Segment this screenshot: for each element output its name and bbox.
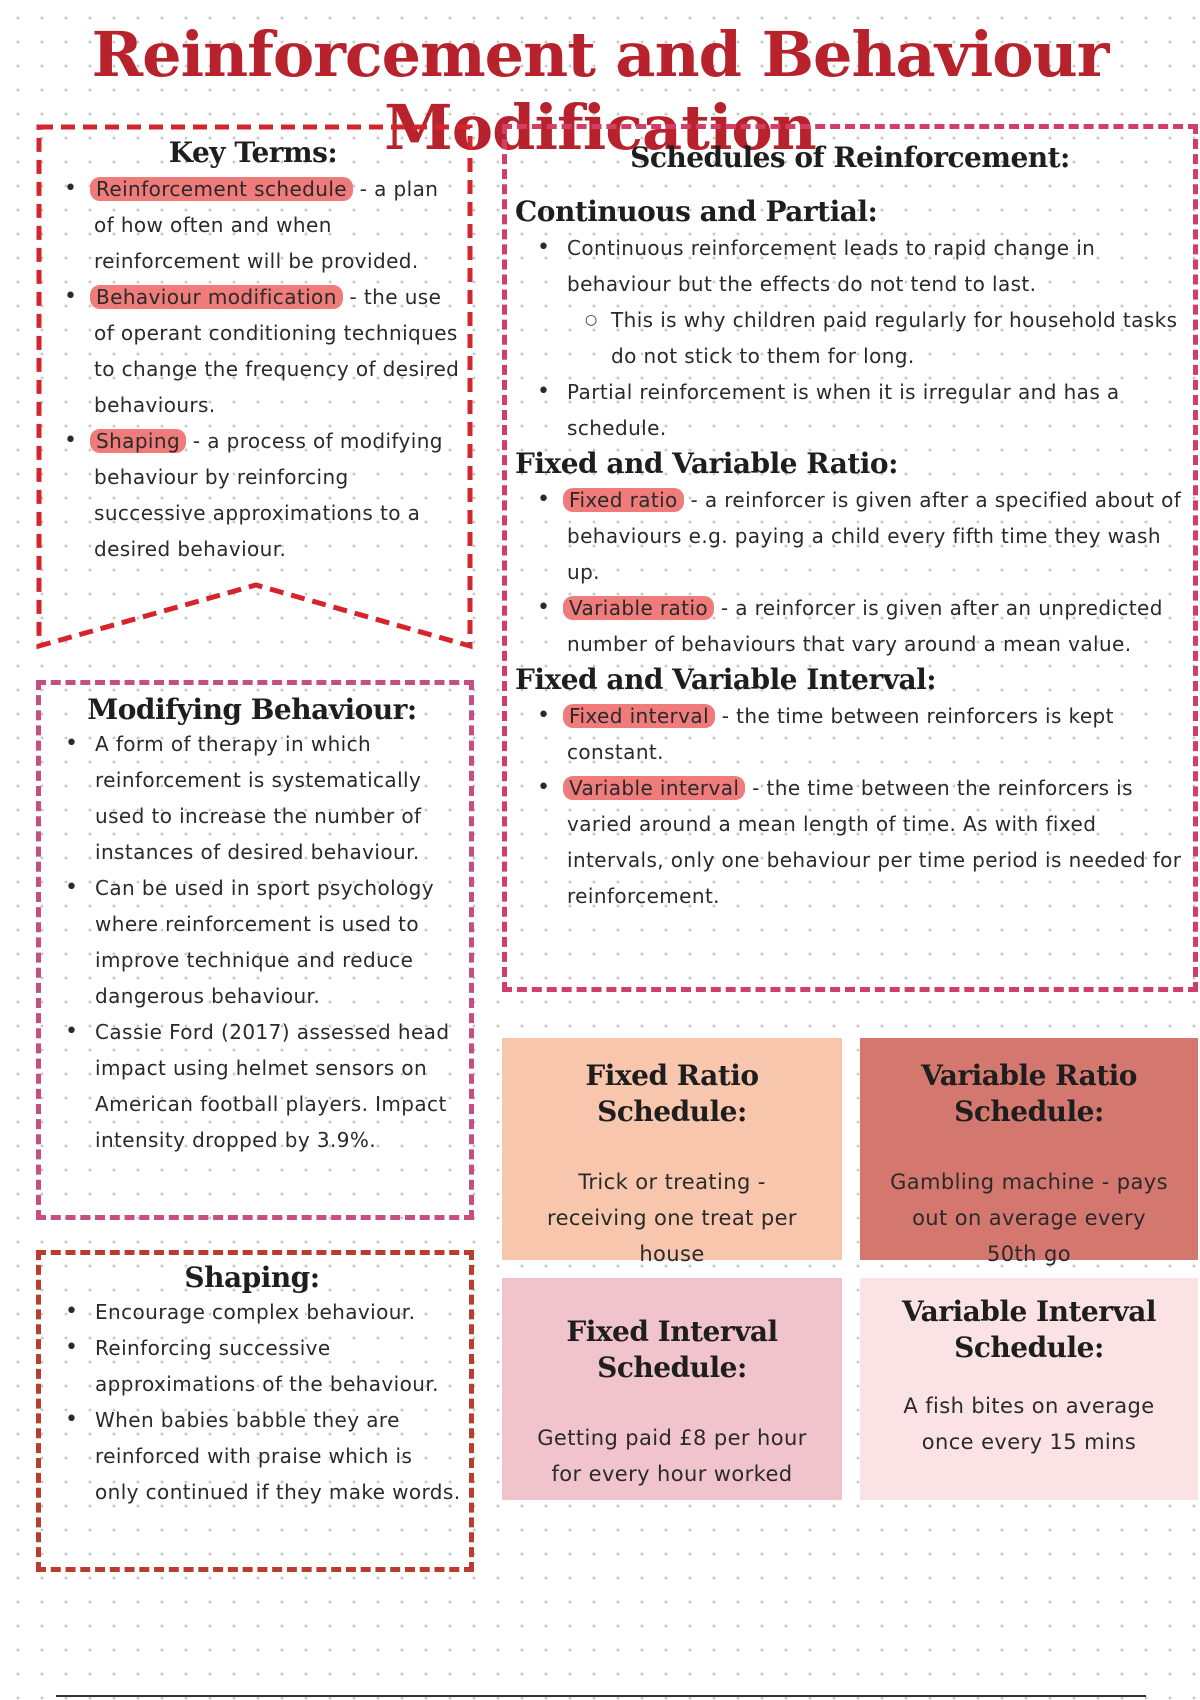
fixed-interval-card: [502, 1278, 842, 1500]
list-item: [567, 590, 1185, 662]
interval-heading: Fixed and Variable Interval:: [515, 663, 937, 696]
card-text: Trick or treating - receiving one treat per house: [547, 1170, 797, 1266]
variable-interval-card: [860, 1278, 1198, 1500]
card-title: Variable Interval Schedule:: [901, 1295, 1157, 1364]
term-definition: - a process of modifying behaviour by reinforcing successive approximations to a desired behaviour.: [94, 429, 443, 561]
card-title: Variable Ratio Schedule:: [921, 1059, 1137, 1128]
list-item: • When babies babble they are reinforced with praise which is only continued if they make words.: [95, 1402, 461, 1510]
key-terms-panel: [36, 124, 474, 652]
highlighted-term: Behaviour modification: [90, 285, 343, 309]
term-definition: - the use of operant conditioning techniques to change the frequency of desired behaviours.: [94, 285, 460, 417]
term-definition: - a reinforcer is given after an unpredicted number of behaviours that vary around a mean value.: [567, 596, 1163, 656]
sub-list-item: ○ This is why children paid regularly for household tasks do not stick to them for long.: [611, 302, 1185, 374]
shaping-panel: [36, 1250, 474, 1572]
ratio-heading: Fixed and Variable Ratio:: [515, 447, 898, 480]
key-term-item: [94, 279, 464, 423]
modifying-behaviour-panel: [36, 680, 474, 1220]
term-definition: - the time between reinforcers is kept constant.: [567, 704, 1114, 764]
schedules-panel: [502, 124, 1198, 992]
key-terms-heading: Key Terms:: [168, 136, 338, 169]
list-item: [567, 770, 1185, 914]
card-title: Fixed Ratio Schedule:: [585, 1059, 759, 1128]
modifying-heading: Modifying Behaviour:: [87, 693, 417, 726]
continuous-text: Continuous reinforcement leads to rapid change in behaviour but the effects do not tend to last.: [567, 236, 1096, 296]
list-item: [567, 698, 1185, 770]
continuous-partial-heading: Continuous and Partial:: [515, 195, 878, 228]
list-item: • Can be used in sport psychology where reinforcement is used to improve technique and reduce dangerous behaviour.: [95, 870, 461, 1014]
list-item: • A form of therapy in which reinforcement is systematically used to increase the number of instances of desired behaviour.: [95, 726, 461, 870]
card-text: A fish bites on average once every 15 mins: [903, 1394, 1155, 1454]
highlighted-term: Fixed ratio: [563, 488, 684, 512]
term-definition: - a plan of how often and when reinforcement will be provided.: [94, 177, 439, 273]
bottom-divider: [56, 1695, 1146, 1697]
list-item: • Encourage complex behaviour.: [95, 1294, 461, 1330]
highlighted-term: Fixed interval: [563, 704, 715, 728]
highlighted-term: Shaping: [90, 429, 186, 453]
list-item: [567, 230, 1185, 374]
fixed-ratio-card: [502, 1038, 842, 1266]
list-item: • Cassie Ford (2017) assessed head impact using helmet sensors on American football players. Impact intensity dropped by 3.9%.: [95, 1014, 461, 1158]
shaping-heading: Shaping:: [184, 1261, 320, 1294]
key-term-item: [94, 171, 464, 279]
highlighted-term: Variable interval: [563, 776, 745, 800]
variable-ratio-card: [860, 1038, 1198, 1266]
page-title: Reinforcement and Behaviour Modification: [91, 18, 1109, 164]
card-title: Fixed Interval Schedule:: [566, 1315, 778, 1384]
key-term-item: [94, 423, 464, 567]
highlighted-term: Reinforcement schedule: [90, 177, 353, 201]
list-item: [567, 482, 1185, 590]
highlighted-term: Variable ratio: [563, 596, 714, 620]
list-item: • Reinforcing successive approximations of the behaviour.: [95, 1330, 461, 1402]
term-definition: - the time between the reinforcers is varied around a mean length of time. As with fixed intervals, only one behaviour per time period is needed for reinforcement.: [567, 776, 1182, 908]
term-definition: - a reinforcer is given after a specified about of behaviours e.g. paying a child every fifth time they wash up.: [567, 488, 1182, 584]
card-text: Gambling machine - pays out on average every 50th go: [890, 1170, 1168, 1266]
card-text: Getting paid £8 per hour for every hour worked: [537, 1426, 807, 1486]
schedules-heading: Schedules of Reinforcement:: [630, 141, 1070, 174]
list-item: • Partial reinforcement is when it is irregular and has a schedule.: [567, 374, 1185, 446]
